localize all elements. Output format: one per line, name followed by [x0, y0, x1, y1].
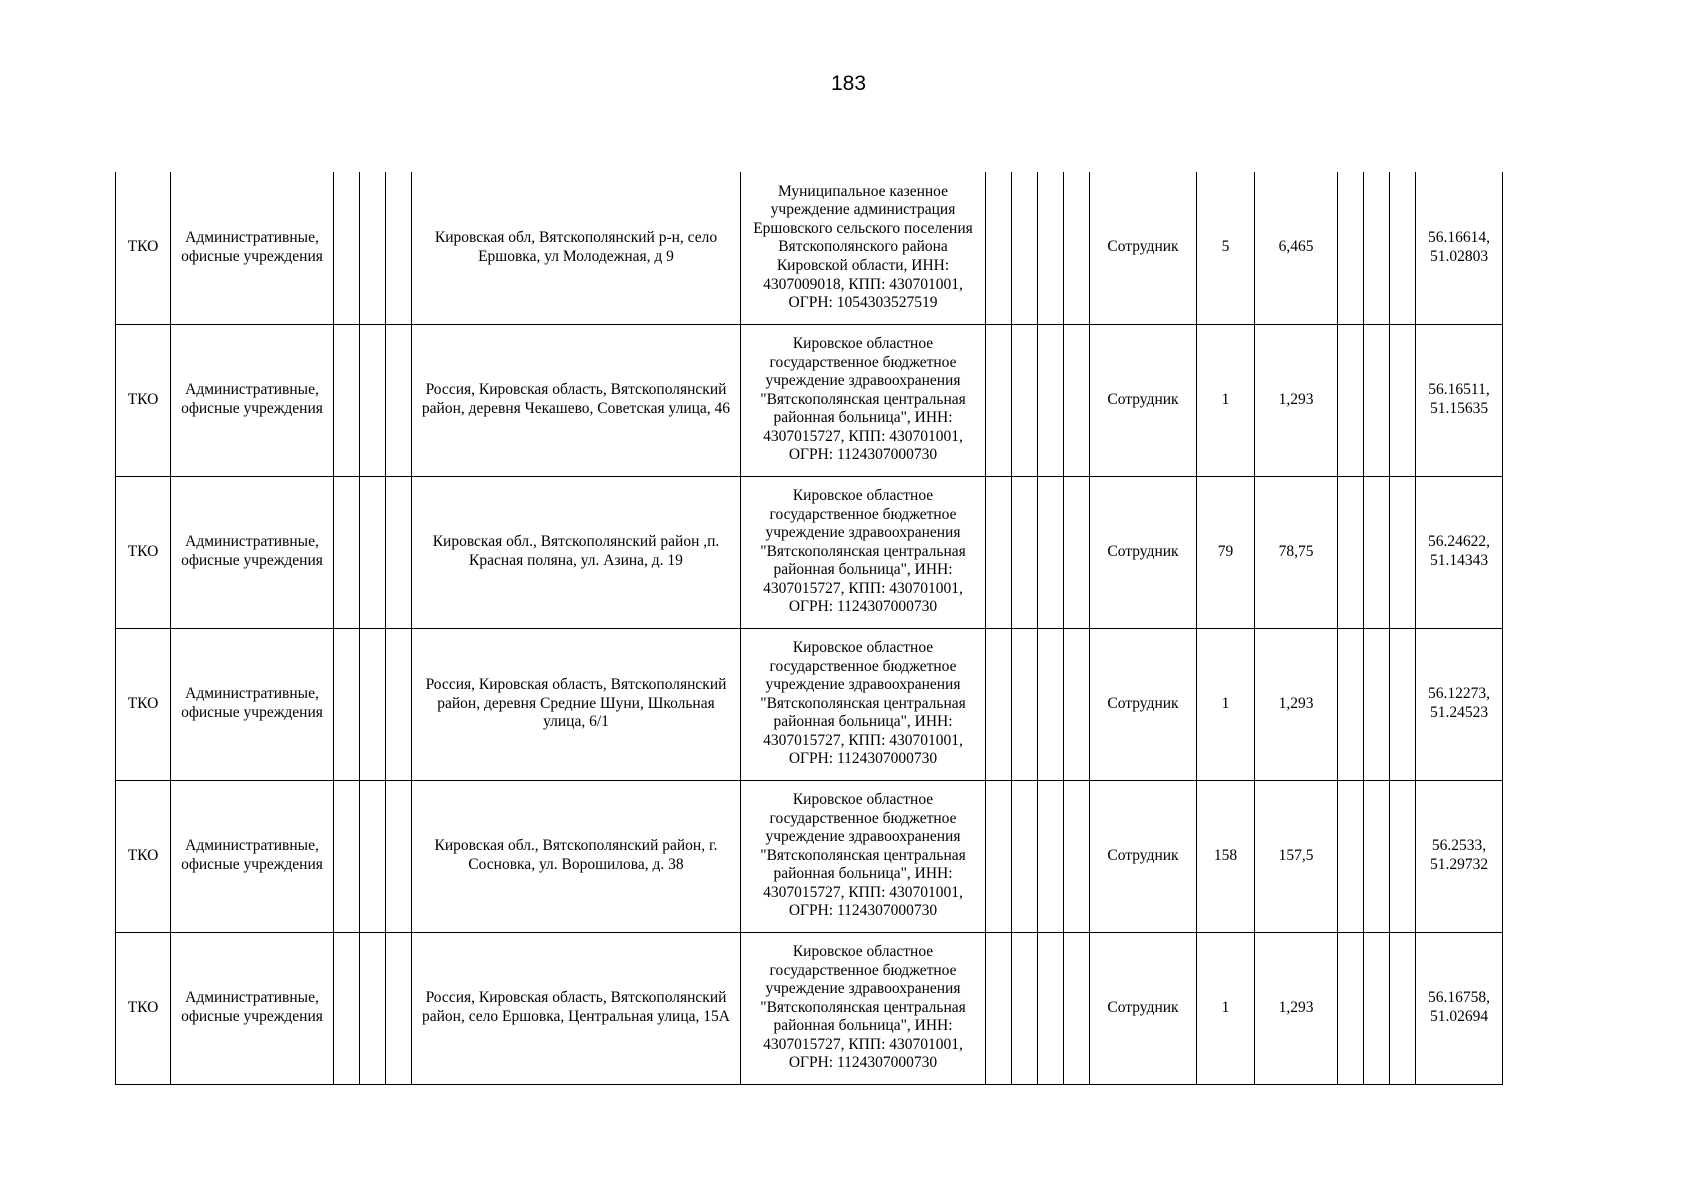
empty-cell [334, 932, 360, 1084]
empty-cell [1038, 324, 1064, 476]
empty-cell [1390, 780, 1416, 932]
coordinates-cell: 56.2533, 51.29732 [1416, 780, 1503, 932]
empty-cell [986, 476, 1012, 628]
organization-cell: Кировское областное государственное бюджетное учреждение здравоохранения "Вятскополянская центральная районная больница", ИНН: 4307015727, КПП: 430701001, ОГРН: 1124307000730 [741, 932, 986, 1084]
organization-cell: Кировское областное государственное бюджетное учреждение здравоохранения "Вятскополянская центральная районная больница", ИНН: 4307015727, КПП: 430701001, ОГРН: 1124307000730 [741, 324, 986, 476]
address-cell: Кировская обл., Вятскополянский район, г. Сосновка, ул. Ворошилова, д. 38 [412, 780, 741, 932]
coordinates-cell: 56.12273, 51.24523 [1416, 628, 1503, 780]
empty-cell [1338, 932, 1364, 1084]
empty-cell [1390, 628, 1416, 780]
address-cell: Россия, Кировская область, Вятскополянский район, село Ершовка, Центральная улица, 15А [412, 932, 741, 1084]
waste-type-cell: ТКО [116, 780, 171, 932]
empty-cell [986, 172, 1012, 324]
empty-cell [334, 628, 360, 780]
empty-cell [360, 476, 386, 628]
empty-cell [1364, 780, 1390, 932]
category-cell: Административные, офисные учреждения [171, 324, 334, 476]
unit-cell: Сотрудник [1090, 476, 1197, 628]
coordinates-cell: 56.16511, 51.15635 [1416, 324, 1503, 476]
volume-cell: 1,293 [1255, 628, 1338, 780]
volume-cell: 1,293 [1255, 324, 1338, 476]
category-cell: Административные, офисные учреждения [171, 476, 334, 628]
page-number: 183 [830, 72, 867, 95]
unit-cell: Сотрудник [1090, 780, 1197, 932]
count-cell: 1 [1197, 324, 1255, 476]
empty-cell [386, 628, 412, 780]
empty-cell [1064, 932, 1090, 1084]
empty-cell [1064, 324, 1090, 476]
empty-cell [1338, 628, 1364, 780]
empty-cell [1364, 932, 1390, 1084]
empty-cell [1012, 780, 1038, 932]
table-row [116, 476, 1503, 628]
volume-cell: 1,293 [1255, 932, 1338, 1084]
coordinates-cell: 56.16758, 51.02694 [1416, 932, 1503, 1084]
count-cell: 1 [1197, 628, 1255, 780]
unit-cell: Сотрудник [1090, 172, 1197, 324]
empty-cell [1038, 628, 1064, 780]
empty-cell [1364, 628, 1390, 780]
coordinates-cell: 56.16614, 51.02803 [1416, 172, 1503, 324]
empty-cell [1364, 324, 1390, 476]
empty-cell [386, 324, 412, 476]
empty-cell [386, 932, 412, 1084]
empty-cell [1364, 172, 1390, 324]
waste-type-cell: ТКО [116, 476, 171, 628]
category-cell: Административные, офисные учреждения [171, 628, 334, 780]
empty-cell [360, 324, 386, 476]
waste-registry-table [115, 172, 1503, 1085]
empty-cell [986, 932, 1012, 1084]
organization-cell: Муниципальное казенное учреждение администрация Ершовского сельского поселения Вятскополянского района Кировской области, ИНН: 4307009018, КПП: 430701001, ОГРН: 1054303527519 [741, 172, 986, 324]
empty-cell [1390, 932, 1416, 1084]
table-row [116, 932, 1503, 1084]
empty-cell [986, 324, 1012, 476]
empty-cell [1038, 780, 1064, 932]
empty-cell [360, 172, 386, 324]
count-cell: 79 [1197, 476, 1255, 628]
empty-cell [386, 780, 412, 932]
empty-cell [1012, 324, 1038, 476]
address-cell: Россия, Кировская область, Вятскополянский район, деревня Средние Шуни, Школьная улица, 6/1 [412, 628, 741, 780]
empty-cell [1390, 172, 1416, 324]
count-cell: 158 [1197, 780, 1255, 932]
empty-cell [1012, 476, 1038, 628]
address-cell: Кировская обл, Вятскополянский р-н, село Ершовка, ул Молодежная, д 9 [412, 172, 741, 324]
unit-cell: Сотрудник [1090, 932, 1197, 1084]
empty-cell [1064, 172, 1090, 324]
unit-cell: Сотрудник [1090, 324, 1197, 476]
empty-cell [1390, 476, 1416, 628]
empty-cell [1038, 172, 1064, 324]
empty-cell [1064, 780, 1090, 932]
coordinates-cell: 56.24622, 51.14343 [1416, 476, 1503, 628]
empty-cell [386, 172, 412, 324]
volume-cell: 78,75 [1255, 476, 1338, 628]
waste-type-cell: ТКО [116, 628, 171, 780]
table-row [116, 324, 1503, 476]
empty-cell [1064, 628, 1090, 780]
empty-cell [1338, 172, 1364, 324]
empty-cell [1038, 476, 1064, 628]
category-cell: Административные, офисные учреждения [171, 932, 334, 1084]
category-cell: Административные, офисные учреждения [171, 172, 334, 324]
waste-type-cell: ТКО [116, 172, 171, 324]
empty-cell [1012, 628, 1038, 780]
empty-cell [386, 476, 412, 628]
empty-cell [1338, 324, 1364, 476]
empty-cell [360, 932, 386, 1084]
count-cell: 5 [1197, 172, 1255, 324]
empty-cell [1338, 780, 1364, 932]
organization-cell: Кировское областное государственное бюджетное учреждение здравоохранения "Вятскополянская центральная районная больница", ИНН: 4307015727, КПП: 430701001, ОГРН: 1124307000730 [741, 628, 986, 780]
waste-type-cell: ТКО [116, 932, 171, 1084]
category-cell: Административные, офисные учреждения [171, 780, 334, 932]
volume-cell: 6,465 [1255, 172, 1338, 324]
volume-cell: 157,5 [1255, 780, 1338, 932]
table-row [116, 172, 1503, 324]
address-cell: Россия, Кировская область, Вятскополянский район, деревня Чекашево, Советская улица, 46 [412, 324, 741, 476]
organization-cell: Кировское областное государственное бюджетное учреждение здравоохранения "Вятскополянская центральная районная больница", ИНН: 4307015727, КПП: 430701001, ОГРН: 1124307000730 [741, 476, 986, 628]
empty-cell [1364, 476, 1390, 628]
empty-cell [1038, 932, 1064, 1084]
empty-cell [360, 628, 386, 780]
table-row [116, 628, 1503, 780]
organization-cell: Кировское областное государственное бюджетное учреждение здравоохранения "Вятскополянская центральная районная больница", ИНН: 4307015727, КПП: 430701001, ОГРН: 1124307000730 [741, 780, 986, 932]
empty-cell [1064, 476, 1090, 628]
waste-type-cell: ТКО [116, 324, 171, 476]
empty-cell [1012, 932, 1038, 1084]
unit-cell: Сотрудник [1090, 628, 1197, 780]
empty-cell [334, 324, 360, 476]
empty-cell [334, 476, 360, 628]
empty-cell [1338, 476, 1364, 628]
table-row [116, 780, 1503, 932]
address-cell: Кировская обл., Вятскополянский район ,п. Красная поляна, ул. Азина, д. 19 [412, 476, 741, 628]
empty-cell [986, 628, 1012, 780]
empty-cell [1012, 172, 1038, 324]
empty-cell [1390, 324, 1416, 476]
empty-cell [986, 780, 1012, 932]
empty-cell [334, 780, 360, 932]
empty-cell [360, 780, 386, 932]
count-cell: 1 [1197, 932, 1255, 1084]
empty-cell [334, 172, 360, 324]
